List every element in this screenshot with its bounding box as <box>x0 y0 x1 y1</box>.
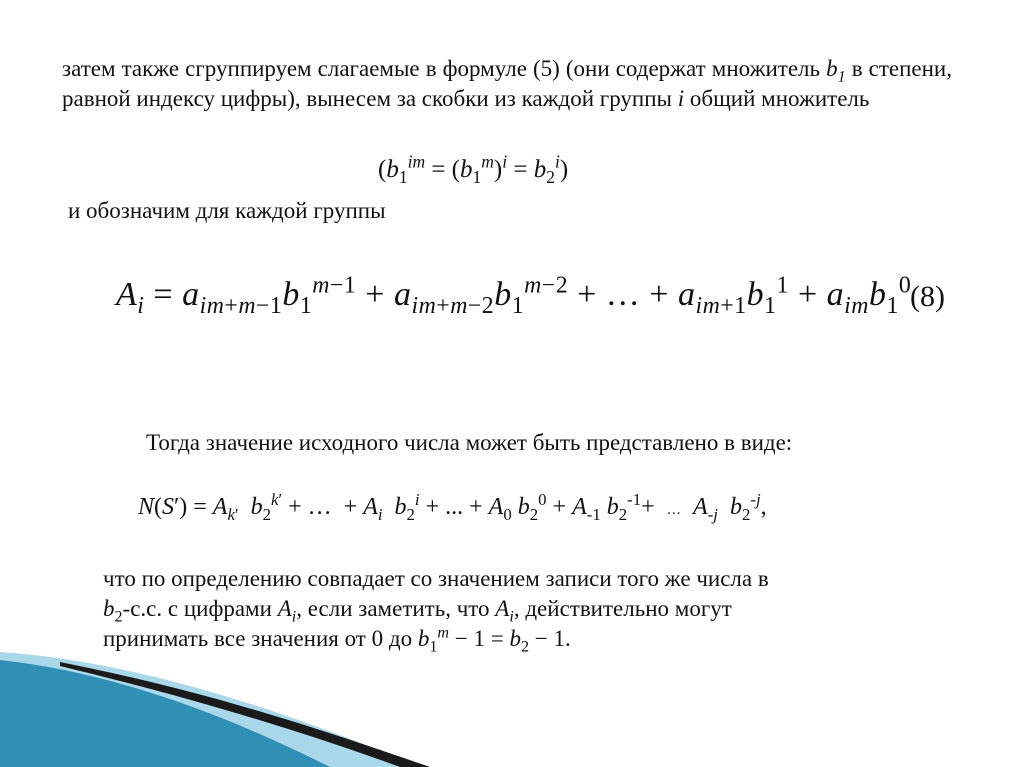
paragraph-intro: затем также сгруппируем слагаемые в формуле (5) (они содержат множитель $b_1$ в степени, равной индексу цифры), вынесем за скобки из каждой группы i общий множитель <box>62 56 952 111</box>
formula-8-number: (8) <box>910 280 945 313</box>
wave-blue-band <box>0 660 330 767</box>
formula-power-identity: $(b_1^{im} = (b_1^m)^i = b_2^i)$ <box>378 151 569 187</box>
symbol-b1: $b_1$ <box>826 56 846 86</box>
formula-n-s: $N(S') = A_{k'}$ $b_2^{k'}$ + … + $A_i$ $b_2^i$ + ... + $A_0$ $b_2^0 + A_{-1}$ $b_2^{-1}+$ … $A_{-j}$ $b_2^{-j}$, <box>138 490 767 524</box>
symbol-i: i <box>677 86 685 111</box>
paragraph-representation: Тогда значение исходного числа может быть представлено в виде: <box>146 430 793 455</box>
paragraph-conclusion: что по определению совпадает со значением записи того же числа в $b_2-с.с$. с цифрами $A_i$, если заметить, что $A_i$, действительно могут принимать все значения от 0 до $b_1^m - 1 = b_2 - 1$. <box>103 566 769 656</box>
formula-8: $A_i = a_{im+m-1}b_1^{m-1} + a_{im+m-2}b_1^{m-2}$ + … + $a_{im+1}b_1^1 + a_{im}b_1^0$ <box>116 272 912 319</box>
paragraph-denote: и обозначим для каждой группы <box>68 198 386 223</box>
